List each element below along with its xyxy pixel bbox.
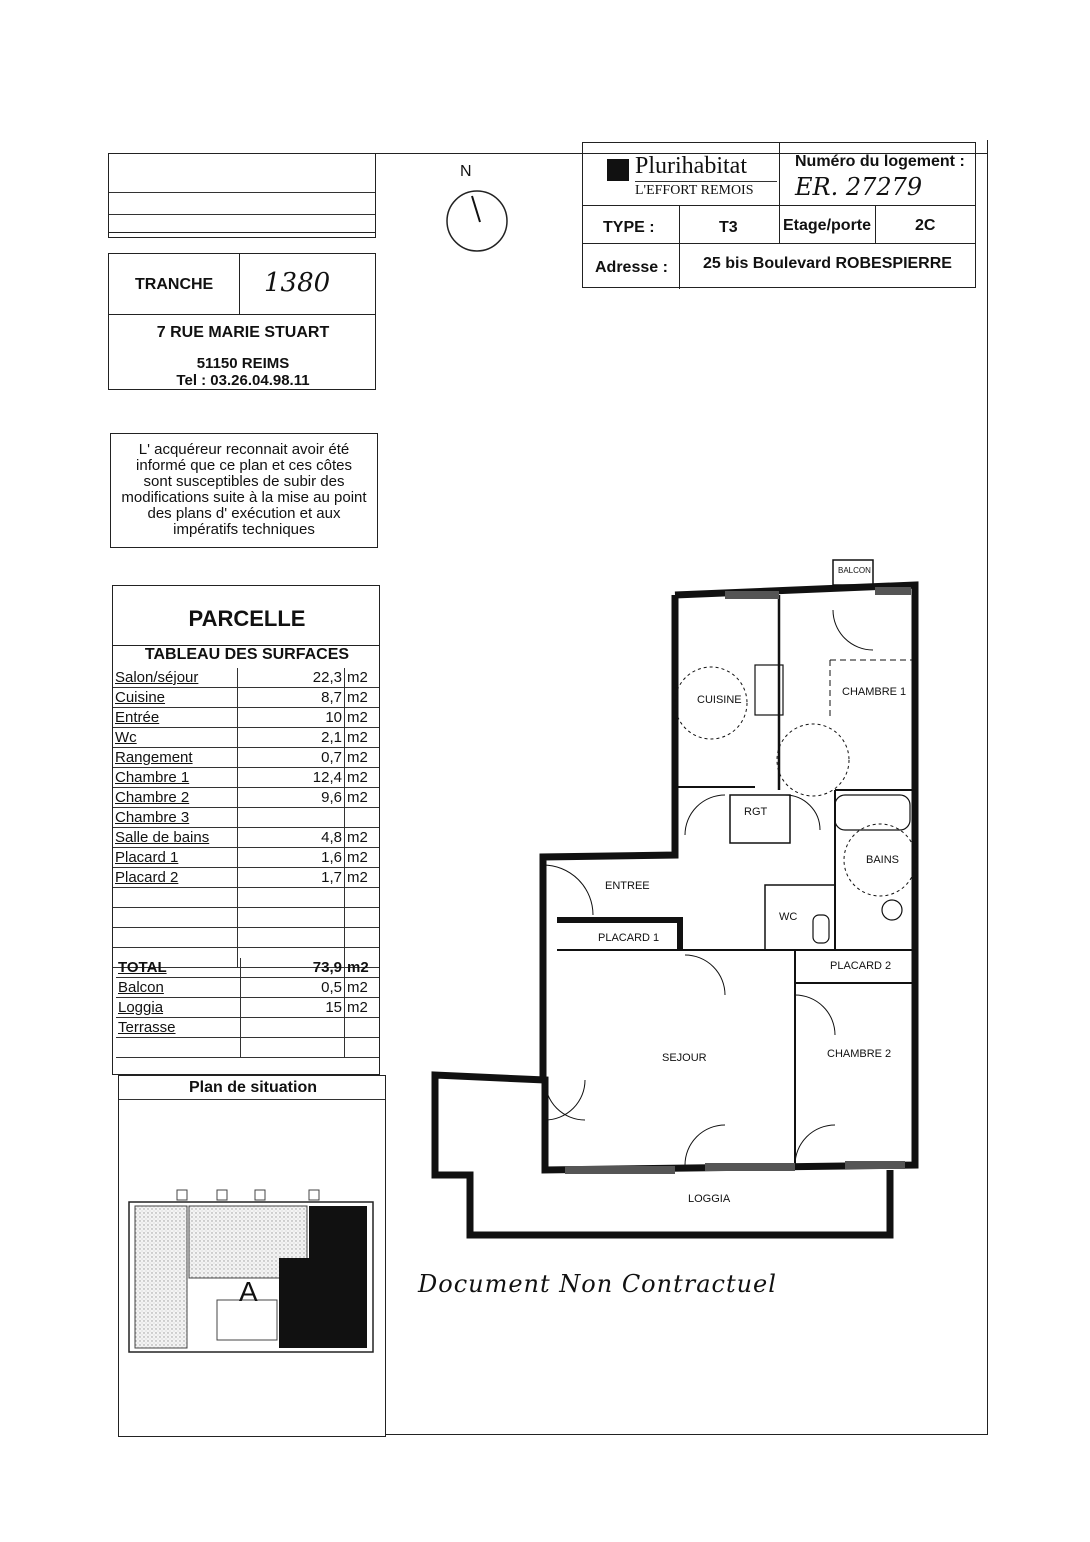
- adresse-label: Adresse :: [595, 259, 668, 276]
- type-value: T3: [719, 219, 738, 236]
- surface-label: Chambre 2: [113, 788, 238, 808]
- surface-value: [241, 1038, 345, 1058]
- surface-row: [113, 848, 379, 868]
- surface-label: TOTAL: [116, 958, 241, 978]
- surface-value: [238, 908, 345, 928]
- etage-label: Etage/porte: [783, 217, 872, 234]
- surface-row: [113, 748, 379, 768]
- surface-row: [113, 788, 379, 808]
- tranche-box: [108, 253, 376, 390]
- surface-label: Rangement: [113, 748, 238, 768]
- surface-value: [241, 1018, 345, 1038]
- surface-value: 10: [238, 708, 345, 728]
- surface-unit: m2: [345, 848, 380, 868]
- surface-value: [238, 808, 345, 828]
- situation-title: Plan de situation: [188, 1079, 317, 1096]
- numero-label: Numéro du logement :: [795, 153, 965, 170]
- surfaces-table-title: TABLEAU DES SURFACES: [144, 646, 350, 663]
- surface-unit: m2: [345, 978, 380, 998]
- surface-label: Wc: [113, 728, 238, 748]
- surface-row: [116, 1018, 379, 1038]
- room-label-chambre2: CHAMBRE 2: [827, 1048, 892, 1060]
- surface-row: [113, 688, 379, 708]
- room-label-sejour: SEJOUR: [662, 1052, 707, 1064]
- surface-row: [116, 1038, 379, 1058]
- surface-value: 73,9: [241, 958, 345, 978]
- surface-unit: m2: [345, 728, 380, 748]
- surface-unit: [345, 1018, 380, 1038]
- surface-unit: m2: [345, 748, 380, 768]
- surface-row: [116, 998, 379, 1018]
- surface-value: 22,3: [238, 668, 345, 688]
- surface-unit: m2: [345, 868, 380, 888]
- surface-row: [113, 808, 379, 828]
- surface-row: [113, 768, 379, 788]
- surface-label: [116, 1038, 241, 1058]
- surface-label: [113, 888, 238, 908]
- tranche-label: TRANCHE: [135, 276, 214, 293]
- surface-label: Entrée: [113, 708, 238, 728]
- room-label-loggia: LOGGIA: [688, 1193, 731, 1205]
- type-label: TYPE :: [603, 219, 655, 236]
- room-label-entree: ENTREE: [605, 880, 650, 892]
- surface-row: [116, 958, 379, 978]
- brand-subtitle: L'EFFORT REMOIS: [635, 183, 754, 198]
- brand-name: Plurihabitat: [635, 153, 747, 179]
- surface-label: Salon/séjour: [113, 668, 238, 688]
- room-label-wc: WC: [779, 911, 798, 923]
- disclaimer-box: [110, 433, 378, 548]
- surface-row: [113, 888, 379, 908]
- surface-unit: [345, 888, 380, 908]
- surface-value: 9,6: [238, 788, 345, 808]
- disclaimer-text: L' acquéreur reconnait avoir été informé que ce plan et ces côtes sont susceptibles de subir des modifications suite à la mise au point des plans d' exécution et aux impératifs techniques: [121, 441, 367, 538]
- compass-icon: [444, 188, 510, 254]
- situation-letter: A: [239, 1276, 258, 1307]
- surface-value: 0,5: [241, 978, 345, 998]
- floor-plan: [425, 555, 925, 1245]
- surface-label: Placard 2: [113, 868, 238, 888]
- agency-address-line1: 7 RUE MARIE STUART: [156, 324, 330, 341]
- surface-label: Salle de bains: [113, 828, 238, 848]
- etage-value: 2C: [915, 217, 936, 234]
- surface-value: 15: [241, 998, 345, 1018]
- surface-unit: m2: [345, 828, 380, 848]
- surface-unit: m2: [345, 708, 380, 728]
- surface-row: [116, 978, 379, 998]
- brand-logo-icon: [607, 159, 629, 181]
- room-label-balcon: BALCON: [838, 566, 871, 575]
- surface-unit: [345, 908, 380, 928]
- surface-label: Chambre 3: [113, 808, 238, 828]
- totals-table: [116, 958, 379, 1058]
- surface-value: [238, 928, 345, 948]
- surface-row: [113, 908, 379, 928]
- room-label-rgt: RGT: [744, 806, 768, 818]
- room-label-placard2: PLACARD 2: [830, 960, 892, 972]
- surface-unit: m2: [345, 788, 380, 808]
- surface-row: [113, 708, 379, 728]
- surface-row: [113, 868, 379, 888]
- surface-label: [113, 908, 238, 928]
- surface-unit: m2: [345, 668, 380, 688]
- agency-phone: Tel : 03.26.04.98.11: [176, 372, 310, 389]
- surface-label: Chambre 1: [113, 768, 238, 788]
- numero-value: ER. 27279: [795, 173, 923, 201]
- surface-row: [113, 828, 379, 848]
- surface-value: [238, 888, 345, 908]
- surface-value: 1,6: [238, 848, 345, 868]
- surface-value: 4,8: [238, 828, 345, 848]
- situation-box: [118, 1075, 386, 1437]
- surface-unit: [345, 1038, 380, 1058]
- surface-label: Placard 1: [113, 848, 238, 868]
- room-label-chambre1: CHAMBRE 1: [842, 686, 907, 698]
- surface-label: Cuisine: [113, 688, 238, 708]
- surface-label: Balcon: [116, 978, 241, 998]
- surface-row: [113, 728, 379, 748]
- surface-unit: m2: [345, 958, 380, 978]
- surface-value: 2,1: [238, 728, 345, 748]
- room-label-cuisine: CUISINE: [697, 694, 742, 706]
- parcelle-box: [112, 585, 380, 1075]
- surface-value: 0,7: [238, 748, 345, 768]
- handwritten-note: Document Non Contractuel: [418, 1270, 777, 1298]
- surface-label: [113, 928, 238, 948]
- surface-unit: m2: [345, 688, 380, 708]
- tranche-value: 1380: [264, 268, 331, 298]
- room-label-bains: BAINS: [866, 854, 900, 866]
- surface-value: 1,7: [238, 868, 345, 888]
- surface-row: [113, 928, 379, 948]
- surface-label: Loggia: [116, 998, 241, 1018]
- top-left-blank-box: [108, 153, 376, 238]
- adresse-value: 25 bis Boulevard ROBESPIERRE: [703, 255, 952, 272]
- room-label-placard1: PLACARD 1: [598, 932, 660, 944]
- surface-unit: m2: [345, 998, 380, 1018]
- agency-address-line2: 51150 REIMS: [196, 355, 290, 372]
- surface-label: Terrasse: [116, 1018, 241, 1038]
- surface-row: [113, 668, 379, 688]
- surface-unit: [345, 928, 380, 948]
- compass-label: N: [460, 163, 472, 180]
- surface-unit: m2: [345, 768, 380, 788]
- surface-value: 12,4: [238, 768, 345, 788]
- header-right-box: [582, 142, 976, 288]
- surface-unit: [345, 808, 380, 828]
- surface-value: 8,7: [238, 688, 345, 708]
- parcelle-title: PARCELLE: [188, 606, 306, 631]
- surfaces-table: [113, 668, 379, 968]
